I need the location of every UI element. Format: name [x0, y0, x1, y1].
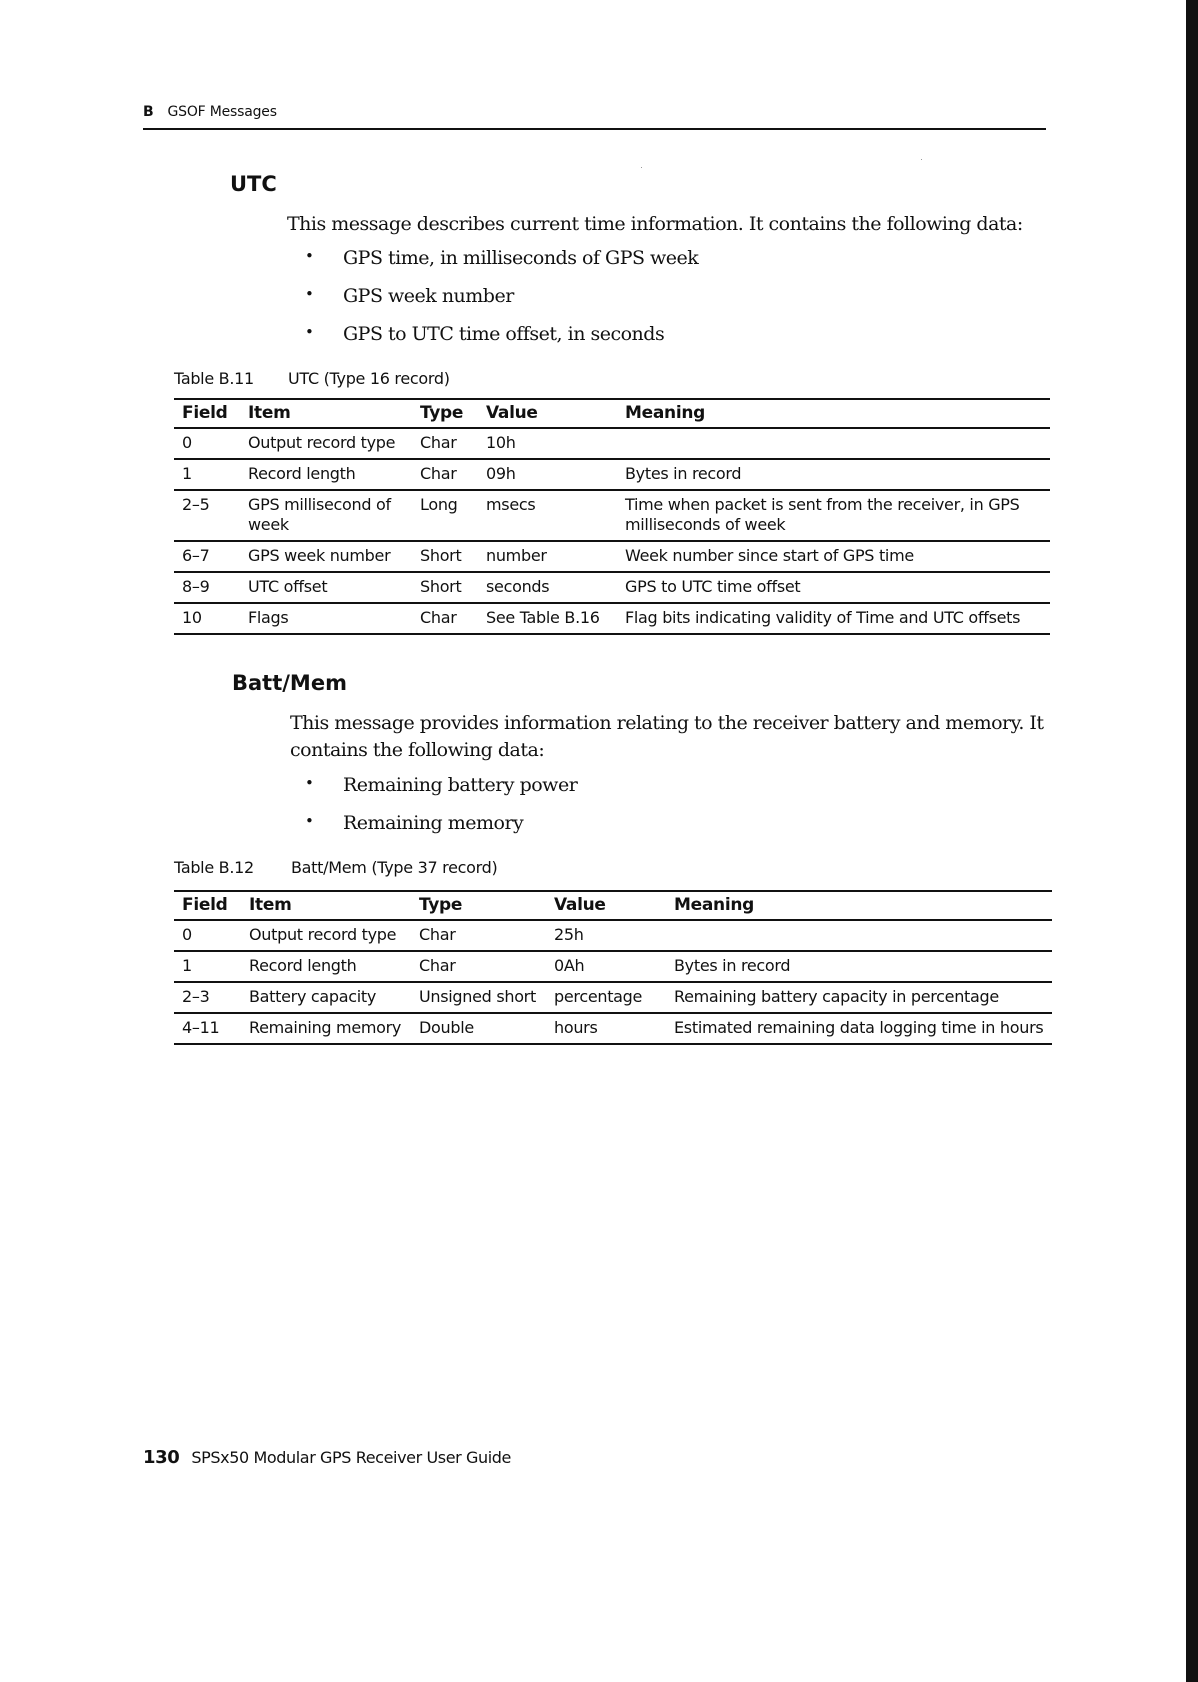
table-row — [174, 603, 1050, 634]
table-cell: 2–5 — [174, 490, 240, 541]
column-header: Item — [240, 399, 412, 428]
table-row — [174, 1013, 1052, 1044]
table-cell: Short — [412, 541, 478, 572]
table-cell: Record length — [241, 951, 411, 982]
caption-title: Batt/Mem (Type 37 record) — [291, 858, 498, 877]
table-cell: See Table B.16 — [478, 603, 617, 634]
table-cell: 10 — [174, 603, 240, 634]
caption-title: UTC (Type 16 record) — [288, 369, 450, 388]
table-cell: Bytes in record — [666, 951, 1052, 982]
column-header: Field — [174, 891, 241, 920]
table-cell: 6–7 — [174, 541, 240, 572]
table-cell: Output record type — [240, 428, 412, 459]
table-cell: Remaining memory — [241, 1013, 411, 1044]
table-cell: 0 — [174, 428, 240, 459]
page-footer — [143, 1447, 511, 1468]
table-cell: Week number since start of GPS time — [617, 541, 1050, 572]
table-cell: 8–9 — [174, 572, 240, 603]
footer-title: SPSx50 Modular GPS Receiver User Guide — [191, 1448, 511, 1467]
table-cell: 4–11 — [174, 1013, 241, 1044]
table-row — [174, 428, 1050, 459]
column-header: Type — [411, 891, 546, 920]
table-row — [174, 459, 1050, 490]
battmem-bullet-list — [305, 774, 577, 834]
table-cell: Record length — [240, 459, 412, 490]
column-header: Meaning — [617, 399, 1050, 428]
table-cell: Battery capacity — [241, 982, 411, 1013]
utc-intro: This message describes current time information. It contains the following data: — [287, 213, 1023, 235]
page-number: 130 — [143, 1447, 180, 1468]
table-cell: Char — [412, 603, 478, 634]
table-cell: 10h — [478, 428, 617, 459]
column-header: Field — [174, 399, 240, 428]
battmem-table-caption — [174, 858, 497, 877]
table-cell: msecs — [478, 490, 617, 541]
table-cell: number — [478, 541, 617, 572]
column-header: Item — [241, 891, 411, 920]
table-cell: seconds — [478, 572, 617, 603]
table-row — [174, 982, 1052, 1013]
list-item: • Remaining battery power — [305, 774, 577, 812]
table-cell: 1 — [174, 951, 241, 982]
table-cell: Flags — [240, 603, 412, 634]
table-row — [174, 920, 1052, 951]
column-header: Meaning — [666, 891, 1052, 920]
table-cell: Long — [412, 490, 478, 541]
table-cell — [617, 428, 1050, 459]
battmem-intro: This message provides information relating to the receiver battery and memory. It contains the following data: — [290, 712, 1044, 761]
table-row — [174, 572, 1050, 603]
battmem-table — [174, 890, 1052, 1045]
list-item: • GPS week number — [305, 285, 698, 323]
column-header: Value — [478, 399, 617, 428]
column-header: Value — [546, 891, 666, 920]
chapter-title: GSOF Messages — [167, 104, 277, 120]
table-cell: Char — [411, 920, 546, 951]
table-cell: GPS to UTC time offset — [617, 572, 1050, 603]
table-cell: Remaining battery capacity in percentage — [666, 982, 1052, 1013]
utc-bullet-list — [305, 247, 698, 345]
table-header-row — [174, 891, 1052, 920]
running-header — [143, 104, 277, 120]
chapter-letter: B — [143, 104, 154, 120]
table-cell: Unsigned short — [411, 982, 546, 1013]
list-item: • GPS time, in milliseconds of GPS week — [305, 247, 698, 285]
table-cell: 0Ah — [546, 951, 666, 982]
table-cell: GPS millisecond of week — [240, 490, 412, 541]
scan-speck — [921, 159, 922, 160]
table-cell — [666, 920, 1052, 951]
utc-table-caption — [174, 369, 450, 388]
list-item: • Remaining memory — [305, 812, 577, 834]
table-cell: 2–3 — [174, 982, 241, 1013]
table-cell: GPS week number — [240, 541, 412, 572]
header-rule — [143, 128, 1046, 130]
battmem-heading: Batt/Mem — [232, 671, 347, 695]
table-cell: 1 — [174, 459, 240, 490]
list-item: • GPS to UTC time offset, in seconds — [305, 323, 698, 345]
table-row — [174, 490, 1050, 541]
table-cell: Double — [411, 1013, 546, 1044]
utc-table — [174, 398, 1050, 635]
scan-edge-bar — [1186, 0, 1198, 1682]
table-cell: Char — [411, 951, 546, 982]
table-cell: Short — [412, 572, 478, 603]
scan-speck — [641, 167, 642, 168]
table-cell: 09h — [478, 459, 617, 490]
caption-number: Table B.12 — [174, 858, 254, 877]
table-cell: Flag bits indicating validity of Time and UTC offsets — [617, 603, 1050, 634]
table-cell: UTC offset — [240, 572, 412, 603]
table-cell: Char — [412, 428, 478, 459]
utc-heading: UTC — [230, 172, 277, 196]
table-header-row — [174, 399, 1050, 428]
table-cell: Bytes in record — [617, 459, 1050, 490]
caption-number: Table B.11 — [174, 369, 254, 388]
column-header: Type — [412, 399, 478, 428]
table-cell: Estimated remaining data logging time in hours — [666, 1013, 1052, 1044]
table-cell: percentage — [546, 982, 666, 1013]
table-cell: 0 — [174, 920, 241, 951]
table-cell: Time when packet is sent from the receiver, in GPS milliseconds of week — [617, 490, 1050, 541]
table-cell: Char — [412, 459, 478, 490]
table-cell: Output record type — [241, 920, 411, 951]
table-row — [174, 951, 1052, 982]
table-row — [174, 541, 1050, 572]
table-cell: hours — [546, 1013, 666, 1044]
table-cell: 25h — [546, 920, 666, 951]
